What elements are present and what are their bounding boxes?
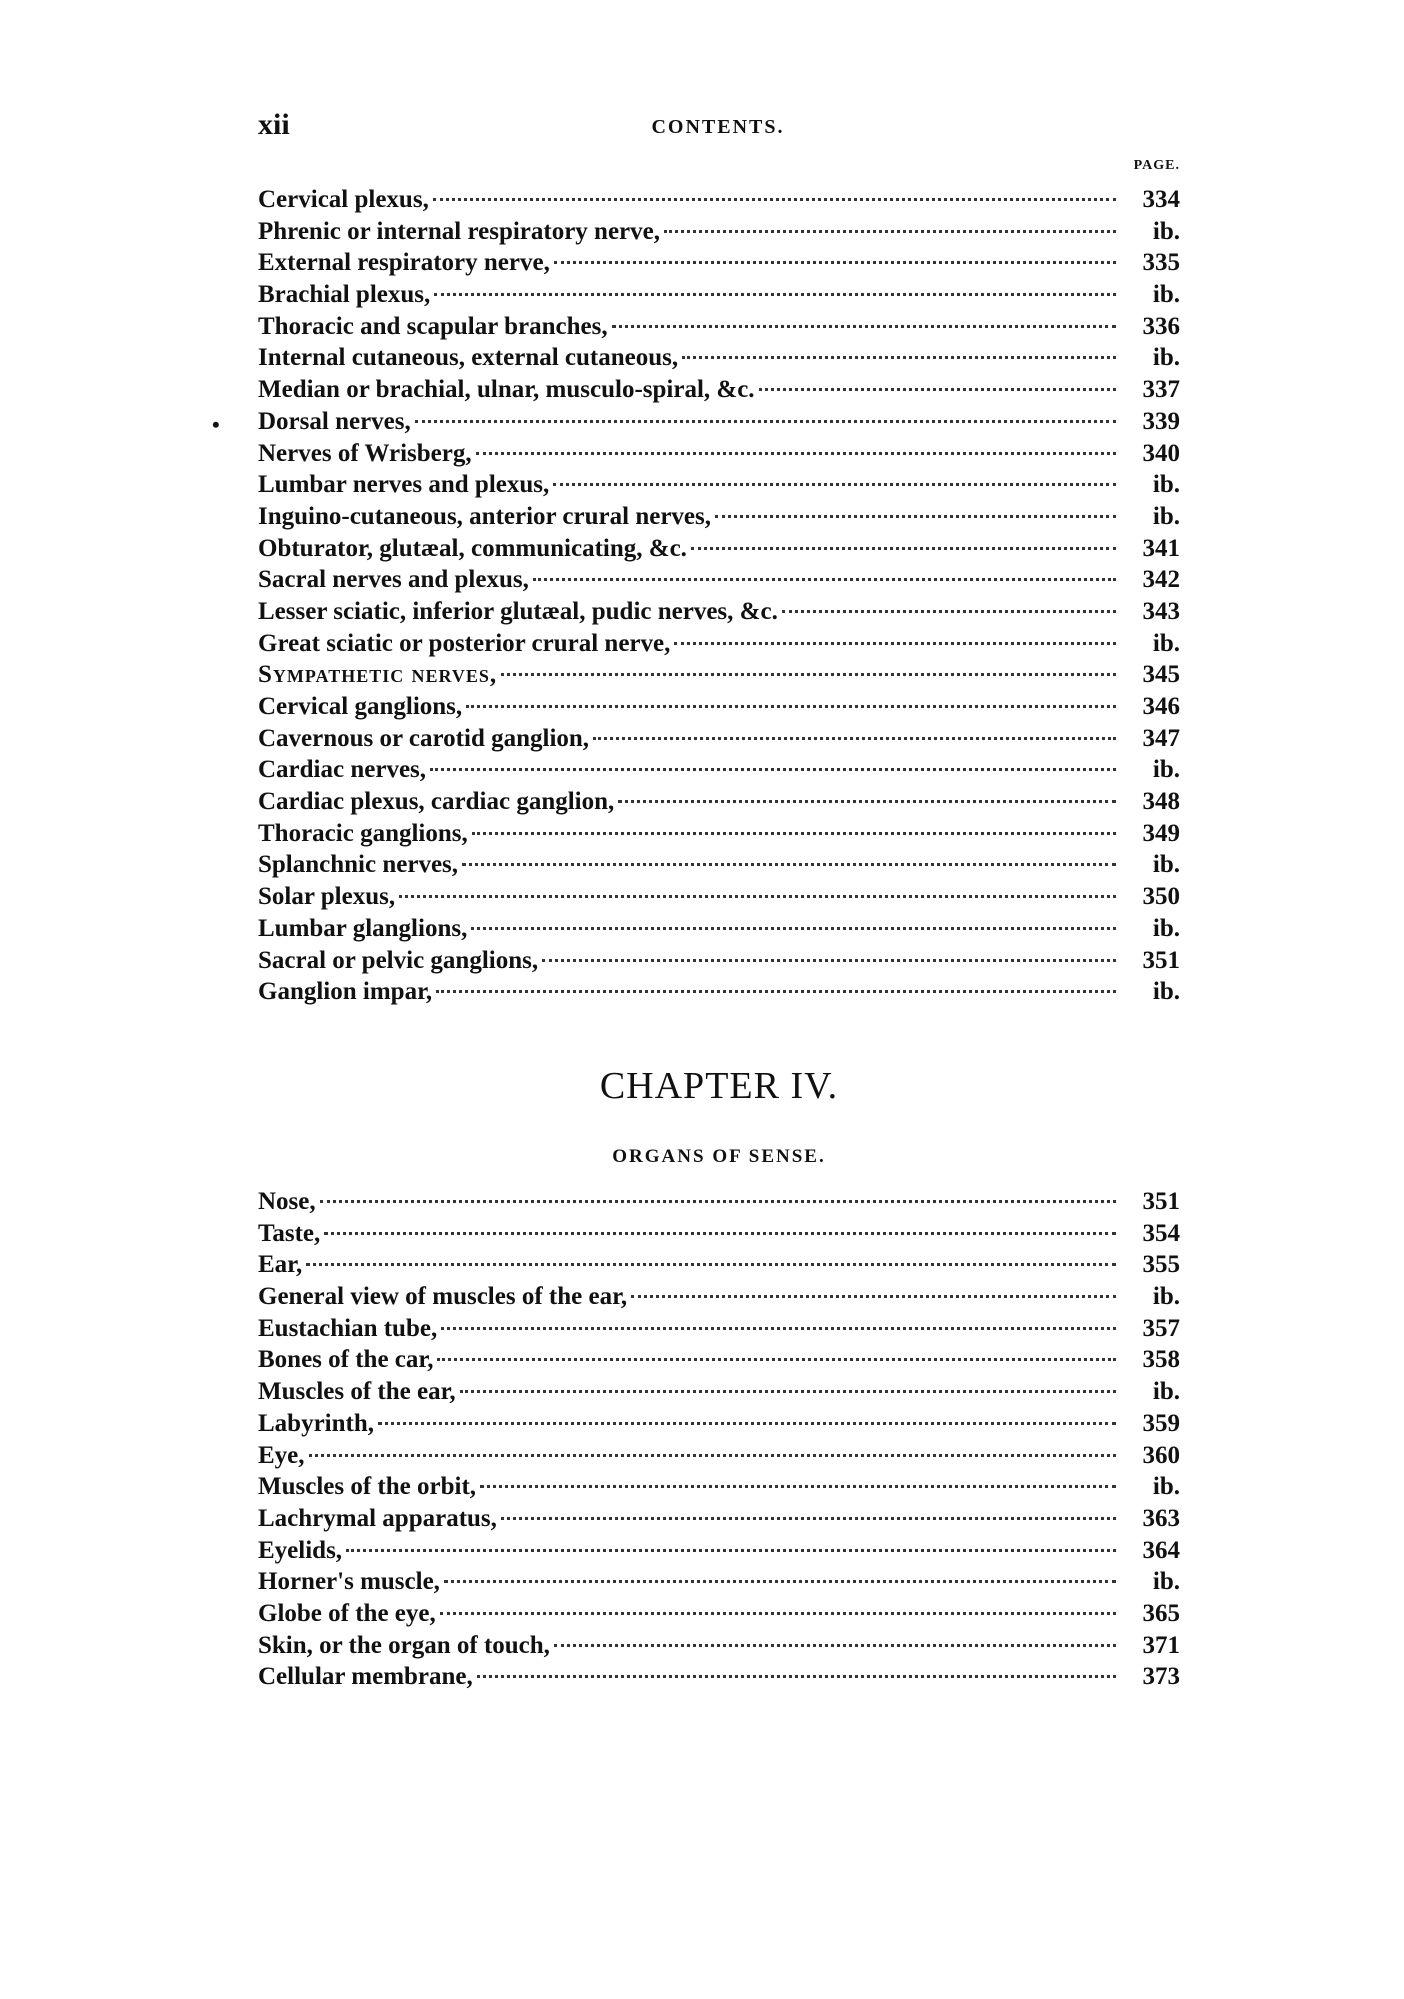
toc-entry-page: ib. xyxy=(1152,1568,1180,1596)
dot-leader xyxy=(434,293,1116,296)
toc-entry xyxy=(258,913,1180,945)
chapter-title: CHAPTER IV. xyxy=(599,1065,839,1107)
dot-leader xyxy=(309,1454,1116,1457)
toc-entry-label: Sympathetic nerves, xyxy=(258,661,498,689)
toc-entry-label: Sacral nerves and plexus, xyxy=(258,566,529,594)
dot-leader xyxy=(618,800,1116,803)
dot-leader xyxy=(674,642,1116,645)
toc-entry xyxy=(258,976,1180,1008)
running-head xyxy=(258,108,1178,148)
dot-leader xyxy=(476,452,1116,455)
dot-leader xyxy=(554,261,1116,264)
toc-entry-label: Obturator, glutæal, communicating, &c. xyxy=(258,534,687,562)
toc-entry xyxy=(258,849,1180,881)
toc-entry-label: Solar plexus, xyxy=(258,883,396,911)
toc-entry xyxy=(258,1566,1180,1598)
toc-entry-page: ib. xyxy=(1152,851,1180,879)
toc-entry-page: 357 xyxy=(1142,1314,1180,1342)
toc-entry-label: Labyrinth, xyxy=(258,1409,375,1437)
toc-entry xyxy=(258,247,1180,279)
toc-entry-page: 360 xyxy=(1142,1441,1180,1469)
toc-entry-label: Internal cutaneous, external cutaneous, xyxy=(258,344,679,372)
toc-entry-page: 351 xyxy=(1142,1188,1180,1215)
toc-entry-label: Lumbar glanglions, xyxy=(258,914,468,942)
dot-leader xyxy=(533,578,1116,581)
toc-entry-label: Cervical ganglions, xyxy=(258,693,463,720)
toc-entry-label: Lumbar nerves and plexus, xyxy=(258,471,550,499)
dot-leader xyxy=(460,1390,1116,1393)
dot-leader xyxy=(399,895,1116,898)
toc-entry xyxy=(258,1503,1180,1535)
stray-dot-mark: • xyxy=(212,412,220,437)
dot-leader xyxy=(631,1295,1116,1298)
toc-entry-label: Dorsal nerves, xyxy=(258,407,411,435)
toc-entry-label: Skin, or the organ of touch, xyxy=(258,1631,550,1659)
toc-entry-page: 340 xyxy=(1142,439,1180,467)
toc-entry-label: Eyelids, xyxy=(258,1536,343,1564)
dot-leader xyxy=(441,1327,1116,1330)
toc-entry-label: Ganglion impar, xyxy=(258,978,433,1006)
dot-leader xyxy=(444,1580,1116,1583)
toc-entry-label: Bones of the car, xyxy=(258,1346,434,1374)
toc-entry-label: Cellular membrane, xyxy=(258,1663,473,1691)
dot-leader xyxy=(462,863,1116,866)
toc-entry-page: ib. xyxy=(1152,1283,1180,1311)
toc-entry-page: ib. xyxy=(1152,629,1180,657)
dot-leader xyxy=(320,1200,1116,1203)
toc-entry-label: Inguino-cutaneous, anterior crural nerves, xyxy=(258,502,711,530)
toc-entry-label: Cardiac plexus, cardiac ganglion, xyxy=(258,788,615,816)
toc-entry-page: 358 xyxy=(1142,1346,1180,1374)
toc-entry-page: ib. xyxy=(1152,1378,1180,1406)
contents-list-organs-of-sense xyxy=(258,1186,1180,1693)
toc-entry-page: 345 xyxy=(1142,661,1180,689)
toc-entry xyxy=(258,1598,1180,1630)
toc-entry-label: Nerves of Wrisberg, xyxy=(258,439,472,467)
toc-entry-page: 373 xyxy=(1142,1663,1180,1691)
toc-entry-label: Horner's muscle, xyxy=(258,1568,440,1596)
toc-entry xyxy=(258,279,1180,311)
toc-entry-label: Nose, xyxy=(258,1188,316,1215)
toc-entry-page: ib. xyxy=(1152,756,1180,784)
dot-leader xyxy=(553,483,1116,486)
toc-entry-page: 349 xyxy=(1142,819,1180,847)
toc-entry xyxy=(258,754,1180,786)
toc-entry-page: ib. xyxy=(1152,914,1180,942)
toc-entry xyxy=(258,406,1180,438)
toc-entry xyxy=(258,564,1180,596)
toc-entry-page: 355 xyxy=(1142,1251,1180,1279)
dot-leader xyxy=(501,673,1116,676)
toc-entry xyxy=(258,216,1180,248)
toc-entry-page: 336 xyxy=(1142,312,1180,340)
toc-entry-page: 371 xyxy=(1142,1631,1180,1659)
dot-leader xyxy=(378,1422,1116,1425)
toc-entry-label: Sacral or pelvic ganglions, xyxy=(258,946,539,974)
dot-leader xyxy=(759,388,1116,391)
toc-entry-label: Muscles of the orbit, xyxy=(258,1473,477,1501)
toc-entry-label: Splanchnic nerves, xyxy=(258,851,459,879)
toc-entry xyxy=(258,1344,1180,1376)
toc-entry xyxy=(258,723,1180,755)
toc-entry xyxy=(258,596,1180,628)
toc-entry-page: 342 xyxy=(1142,566,1180,594)
dot-leader xyxy=(477,1675,1116,1678)
toc-entry-label: Eye, xyxy=(258,1441,305,1469)
dot-leader xyxy=(612,325,1116,328)
dot-leader xyxy=(501,1517,1116,1520)
toc-entry xyxy=(258,1661,1180,1693)
dot-leader xyxy=(691,547,1116,550)
dot-leader xyxy=(554,1644,1116,1647)
dot-leader xyxy=(472,832,1116,835)
dot-leader xyxy=(542,959,1116,962)
toc-entry-page: 343 xyxy=(1142,597,1180,625)
toc-entry xyxy=(258,1376,1180,1408)
toc-entry xyxy=(258,881,1180,913)
toc-entry-label: General view of muscles of the ear, xyxy=(258,1283,628,1311)
dot-leader xyxy=(415,420,1116,423)
toc-entry xyxy=(258,659,1180,691)
section-title: ORGANS OF SENSE. xyxy=(612,1146,826,1167)
toc-entry xyxy=(258,691,1180,723)
toc-entry-page: ib. xyxy=(1152,217,1180,245)
toc-entry xyxy=(258,1186,1180,1218)
toc-entry-label: Brachial plexus, xyxy=(258,281,431,309)
toc-entry-page: 363 xyxy=(1142,1504,1180,1532)
dot-leader xyxy=(480,1485,1116,1488)
toc-entry xyxy=(258,1218,1180,1250)
toc-entry-page: 339 xyxy=(1142,407,1180,435)
dot-leader xyxy=(471,927,1116,930)
toc-entry-page: 351 xyxy=(1142,946,1180,974)
toc-entry-label: Lachrymal apparatus, xyxy=(258,1504,497,1532)
dot-leader xyxy=(715,515,1116,518)
toc-entry-page: 334 xyxy=(1142,186,1180,213)
toc-entry-label: Eustachian tube, xyxy=(258,1314,438,1342)
toc-entry xyxy=(258,533,1180,565)
toc-entry-label: Ear, xyxy=(258,1251,303,1279)
toc-entry-page: ib. xyxy=(1152,1473,1180,1501)
dot-leader xyxy=(682,356,1116,359)
dot-leader xyxy=(664,230,1116,233)
toc-entry-page: 354 xyxy=(1142,1219,1180,1247)
toc-entry-label: Lesser sciatic, inferior glutæal, pudic nerves, &c. xyxy=(258,597,778,625)
dot-leader xyxy=(430,768,1116,771)
toc-entry xyxy=(258,438,1180,470)
toc-entry-label: Taste, xyxy=(258,1219,321,1247)
toc-entry xyxy=(258,786,1180,818)
toc-entry-page: ib. xyxy=(1152,502,1180,530)
toc-entry-page: ib. xyxy=(1152,344,1180,372)
toc-entry xyxy=(258,1440,1180,1472)
toc-entry-label: Great sciatic or posterior crural nerve, xyxy=(258,629,671,657)
running-title: CONTENTS. xyxy=(651,116,785,138)
toc-entry-page: ib. xyxy=(1152,471,1180,499)
dot-leader xyxy=(346,1549,1116,1552)
dot-leader xyxy=(437,1358,1116,1361)
toc-entry-label: Thoracic ganglions, xyxy=(258,819,468,847)
toc-entry xyxy=(258,311,1180,343)
toc-entry-page: 347 xyxy=(1142,724,1180,752)
dot-leader xyxy=(782,610,1116,613)
toc-entry xyxy=(258,1313,1180,1345)
toc-entry xyxy=(258,1630,1180,1662)
dot-leader xyxy=(466,705,1116,708)
toc-entry-label: External respiratory nerve, xyxy=(258,249,550,277)
toc-entry-page: 348 xyxy=(1142,788,1180,816)
toc-entry xyxy=(258,374,1180,406)
toc-entry xyxy=(258,1249,1180,1281)
toc-entry xyxy=(258,501,1180,533)
toc-entry-label: Phrenic or internal respiratory nerve, xyxy=(258,217,661,245)
dot-leader xyxy=(436,990,1116,993)
toc-entry-page: ib. xyxy=(1152,978,1180,1006)
toc-entry-label: Cavernous or carotid ganglion, xyxy=(258,724,590,752)
toc-entry-page: 350 xyxy=(1142,883,1180,911)
dot-leader xyxy=(324,1232,1116,1235)
toc-entry-page: 335 xyxy=(1142,249,1180,277)
toc-entry-label: Cervical plexus, xyxy=(258,186,429,213)
toc-entry xyxy=(258,628,1180,660)
toc-entry xyxy=(258,945,1180,977)
toc-entry xyxy=(258,1408,1180,1440)
page-column-heading: PAGE. xyxy=(1133,158,1180,173)
toc-entry-label: Cardiac nerves, xyxy=(258,756,427,784)
toc-entry xyxy=(258,1281,1180,1313)
page-number: xii xyxy=(258,108,290,141)
dot-leader xyxy=(440,1612,1116,1615)
toc-entry xyxy=(258,184,1180,216)
toc-entry-page: ib. xyxy=(1152,281,1180,309)
toc-entry xyxy=(258,1471,1180,1503)
toc-entry-page: 359 xyxy=(1142,1409,1180,1437)
contents-list-nervous-system xyxy=(258,184,1180,1008)
toc-entry-page: 365 xyxy=(1142,1599,1180,1627)
dot-leader xyxy=(433,198,1116,201)
toc-entry xyxy=(258,342,1180,374)
toc-entry-label: Muscles of the ear, xyxy=(258,1378,456,1406)
toc-entry-page: 341 xyxy=(1142,534,1180,562)
toc-entry-label: Globe of the eye, xyxy=(258,1599,436,1627)
dot-leader xyxy=(306,1263,1116,1266)
toc-entry xyxy=(258,469,1180,501)
toc-entry-page: 346 xyxy=(1142,693,1180,720)
toc-entry-label: Median or brachial, ulnar, musculo-spiral, &c. xyxy=(258,376,755,404)
toc-entry-page: 364 xyxy=(1142,1536,1180,1564)
toc-entry-page: 337 xyxy=(1142,376,1180,404)
toc-entry xyxy=(258,818,1180,850)
dot-leader xyxy=(593,737,1116,740)
toc-entry-label: Thoracic and scapular branches, xyxy=(258,312,608,340)
toc-entry xyxy=(258,1535,1180,1567)
